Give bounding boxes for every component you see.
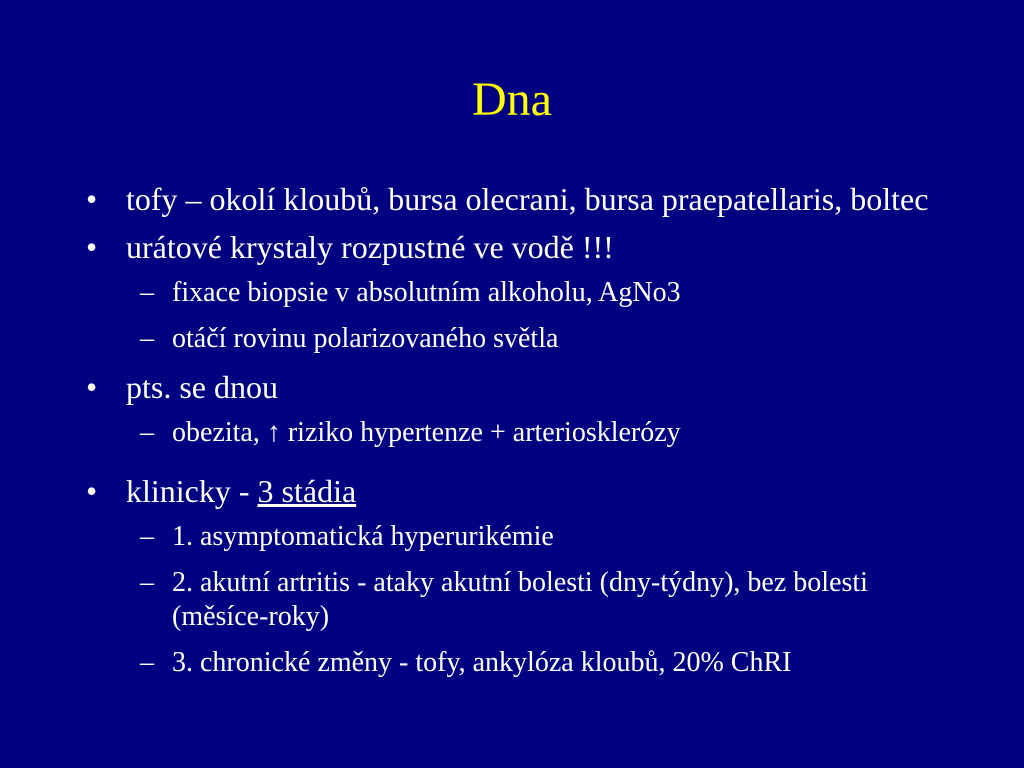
sub-item-text: otáčí rovinu polarizovaného světla (172, 323, 559, 354)
bullet-item (86, 368, 966, 406)
bullet-item (86, 472, 966, 510)
up-arrow-icon: ↑ (266, 417, 281, 448)
dash-marker: – (140, 277, 154, 308)
bullet-text: klinicky - (126, 473, 258, 509)
bullet-marker: • (86, 369, 98, 405)
bullet-marker: • (86, 229, 98, 265)
stages-link[interactable]: 3 stádia (257, 473, 357, 509)
sub-item (86, 276, 966, 310)
slide-title: Dna (472, 73, 552, 126)
bullet-text: urátové krystaly rozpustné ve vodě !!! (126, 229, 614, 265)
sub-item-text: 2. akutní artritis - ataky akutní bolesti (dny-týdny), bez bolesti (měsíce-roky) (172, 567, 868, 632)
bullet-marker: • (86, 181, 98, 217)
sub-item (86, 416, 966, 450)
bullet-text: tofy – okolí kloubů, bursa olecrani, bursa praepatellaris, boltec (126, 181, 929, 217)
dash-marker: – (140, 567, 154, 598)
sub-item (86, 566, 966, 634)
sub-item (86, 646, 966, 680)
bullet-item (86, 180, 966, 218)
dash-marker: – (140, 521, 154, 552)
slide-body (86, 180, 966, 692)
sub-item-text-end: riziko hypertenze + arteriosklerózy (280, 417, 681, 448)
sub-item-text: 1. asymptomatická hyperurikémie (172, 521, 554, 552)
bullet-text: pts. se dnou (126, 369, 278, 405)
sub-item (86, 520, 966, 554)
dash-marker: – (140, 417, 154, 448)
bullet-marker: • (86, 473, 98, 509)
sub-item-text: fixace biopsie v absolutním alkoholu, AgNo3 (172, 277, 681, 308)
sub-item (86, 322, 966, 356)
sub-item-text: 3. chronické změny - tofy, ankylóza kloubů, 20% ChRI (172, 647, 792, 678)
bullet-item (86, 228, 966, 266)
dash-marker: – (140, 647, 154, 678)
dash-marker: – (140, 323, 154, 354)
sub-item-text-start: obezita, (172, 417, 267, 448)
